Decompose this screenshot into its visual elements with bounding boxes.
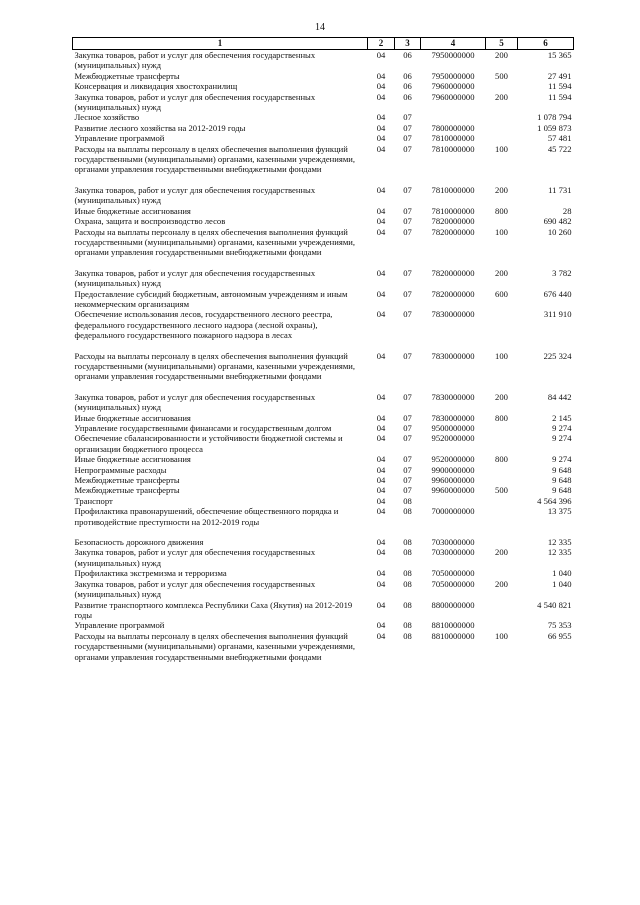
table-row — [73, 579, 574, 600]
table-row — [73, 144, 574, 175]
spacer-cell — [73, 258, 574, 268]
row-target-article: 7820000000 — [431, 288, 475, 299]
row-name: Безопасность дорожного движения — [74, 537, 204, 548]
row-name: Межбюджетные трансферты — [74, 70, 180, 81]
budget-table — [72, 37, 574, 662]
column-header: 4 — [421, 38, 486, 50]
table-row — [73, 631, 574, 662]
column-header: 2 — [368, 38, 395, 50]
row-name: Развитие лесного хозяйства на 2012-2019 годы — [74, 122, 246, 133]
row-subsection: 08 — [403, 506, 412, 517]
row-section: 04 — [376, 412, 386, 423]
row-name: Расходы на выплаты персоналу в целях обеспечения выполнения функций государственными (муниципальными) органами, казенными учреждениями, органами управления государственными внебюджетными фондами — [74, 630, 356, 662]
row-amount: 4 540 821 — [537, 599, 572, 610]
table-row — [73, 485, 574, 495]
row-subsection: 07 — [403, 433, 412, 444]
row-subsection: 08 — [403, 495, 412, 506]
row-name: Непрограммные расходы — [74, 464, 167, 475]
row-name: Закупка товаров, работ и услуг для обеспечения государственных (муниципальных) нужд — [74, 267, 316, 289]
row-expense-type: 100 — [495, 350, 508, 361]
row-expense-type: 800 — [495, 412, 508, 423]
row-expense-type — [486, 433, 518, 454]
table-row — [73, 92, 574, 113]
row-amount: 2 145 — [552, 412, 572, 423]
table-row — [73, 123, 574, 133]
table-row — [73, 50, 574, 71]
row-target-article: 9520000000 — [431, 454, 475, 465]
row-target-article: 7800000000 — [431, 122, 475, 133]
page-number: 14 — [315, 22, 325, 33]
row-amount: 15 365 — [547, 50, 572, 60]
row-target-article: 7810000000 — [431, 184, 475, 195]
row-subsection: 07 — [403, 143, 412, 154]
row-spacer — [73, 382, 574, 392]
column-header: 6 — [518, 38, 574, 50]
row-section: 04 — [376, 454, 386, 465]
table-row — [73, 268, 574, 289]
row-target-article — [421, 112, 486, 122]
row-subsection: 07 — [403, 454, 412, 465]
row-subsection: 07 — [403, 267, 412, 278]
row-amount: 13 375 — [547, 506, 572, 517]
row-name: Расходы на выплаты персоналу в целях обеспечения выполнения функций государственными (муниципальными) органами, казенными учреждениями, органами управления государственными внебюджетными фондами — [74, 143, 356, 175]
row-amount: 11 594 — [548, 81, 572, 92]
column-header: 3 — [395, 38, 421, 50]
row-target-article: 8800000000 — [431, 599, 475, 610]
row-target-article: 9960000000 — [431, 485, 475, 496]
row-target-article: 7810000000 — [431, 205, 475, 216]
row-target-article: 7030000000 — [431, 537, 475, 548]
row-expense-type: 200 — [495, 547, 508, 558]
row-target-article: 7830000000 — [431, 309, 475, 320]
row-target-article: 7050000000 — [431, 568, 475, 579]
row-section: 04 — [376, 495, 386, 506]
row-expense-type: 800 — [495, 205, 508, 216]
row-expense-type — [486, 475, 518, 485]
row-amount: 9 648 — [552, 485, 572, 496]
row-section: 04 — [376, 620, 386, 631]
row-name: Управление государственными финансами и государственным долгом — [74, 423, 332, 433]
row-target-article: 7820000000 — [431, 226, 475, 237]
table-row — [73, 413, 574, 423]
row-amount: 311 910 — [543, 309, 572, 320]
row-expense-type — [486, 506, 518, 527]
table-row — [73, 496, 574, 506]
row-expense-type: 200 — [495, 91, 508, 102]
table-row — [73, 568, 574, 578]
row-expense-type — [486, 423, 518, 433]
row-amount: 676 440 — [543, 288, 572, 299]
row-name: Развитие транспортного комплекса Республики Саха (Якутия) на 2012-2019 годы — [74, 599, 353, 620]
row-section: 04 — [376, 267, 386, 278]
row-spacer — [73, 341, 574, 351]
table-row — [73, 351, 574, 382]
table-body — [73, 50, 574, 662]
row-amount: 3 782 — [552, 267, 572, 278]
row-target-article: 9900000000 — [431, 464, 475, 475]
row-subsection: 07 — [403, 391, 412, 402]
row-target-article: 7000000000 — [431, 506, 475, 517]
row-expense-type — [486, 309, 518, 340]
row-name: Закупка товаров, работ и услуг для обеспечения государственных (муниципальных) нужд — [74, 391, 316, 413]
row-expense-type — [486, 537, 518, 547]
row-name: Межбюджетные трансферты — [74, 485, 180, 496]
table-row — [73, 216, 574, 226]
row-section: 04 — [376, 309, 386, 320]
row-name: Консервация и ликвидация хвостохранилищ — [74, 81, 238, 92]
row-subsection: 06 — [403, 50, 412, 60]
row-subsection: 07 — [403, 288, 412, 299]
row-expense-type: 200 — [495, 184, 508, 195]
row-amount: 66 955 — [547, 630, 572, 641]
row-name: Закупка товаров, работ и услуг для обеспечения государственных (муниципальных) нужд — [74, 50, 316, 71]
row-section: 04 — [376, 143, 386, 154]
row-name: Профилактика правонарушений, обеспечение общественного порядка и противодействие преступности на 2012-2019 годы — [74, 506, 339, 527]
table-row — [73, 465, 574, 475]
row-section: 04 — [376, 81, 386, 92]
row-name: Транспорт — [74, 495, 113, 506]
row-name: Межбюджетные трансферты — [74, 475, 180, 486]
row-expense-type: 200 — [495, 50, 508, 60]
row-subsection: 06 — [403, 81, 412, 92]
row-subsection: 08 — [403, 578, 412, 589]
row-subsection: 07 — [403, 309, 412, 320]
row-expense-type: 500 — [495, 70, 508, 81]
row-name: Закупка товаров, работ и услуг для обеспечения государственных (муниципальных) нужд — [74, 547, 316, 568]
row-subsection: 07 — [403, 464, 412, 475]
row-subsection: 07 — [403, 112, 412, 123]
table-row — [73, 423, 574, 433]
row-section: 04 — [376, 133, 386, 144]
row-expense-type: 100 — [495, 143, 508, 154]
row-section: 04 — [376, 391, 386, 402]
row-amount: 690 482 — [543, 216, 572, 227]
row-section: 04 — [376, 547, 386, 558]
table-row — [73, 133, 574, 143]
table-row — [73, 185, 574, 206]
row-subsection: 06 — [403, 91, 412, 102]
row-target-article: 7830000000 — [431, 412, 475, 423]
row-expense-type: 200 — [495, 267, 508, 278]
row-amount: 225 324 — [543, 350, 572, 361]
row-subsection: 07 — [403, 216, 412, 227]
table-row — [73, 71, 574, 81]
row-target-article: 7830000000 — [431, 391, 475, 402]
row-subsection: 07 — [403, 122, 412, 133]
row-target-article: 7960000000 — [431, 91, 475, 102]
row-target-article: 8810000000 — [431, 620, 475, 631]
row-target-article: 7050000000 — [431, 578, 475, 589]
row-expense-type — [486, 81, 518, 91]
row-subsection: 07 — [403, 184, 412, 195]
row-amount: 57 481 — [547, 133, 572, 144]
row-section: 04 — [376, 350, 386, 361]
row-amount: 45 722 — [547, 143, 572, 154]
row-name: Управление программой — [74, 133, 165, 144]
row-section: 04 — [376, 288, 386, 299]
row-name: Закупка товаров, работ и услуг для обеспечения государственных (муниципальных) нужд — [74, 184, 316, 206]
row-section: 04 — [376, 506, 386, 517]
row-section: 04 — [376, 475, 386, 486]
row-expense-type: 600 — [495, 288, 508, 299]
row-name: Предоставление субсидий бюджетным, автономным учреждениям и иным некоммерческим организациям — [74, 288, 348, 309]
spacer-cell — [73, 382, 574, 392]
row-subsection: 08 — [403, 630, 412, 641]
row-amount: 9 274 — [552, 423, 572, 433]
row-amount: 9 274 — [552, 454, 572, 465]
row-section: 04 — [376, 485, 386, 496]
table-row — [73, 454, 574, 464]
table-row — [73, 227, 574, 258]
row-amount: 75 353 — [547, 620, 572, 631]
row-expense-type: 200 — [495, 578, 508, 589]
row-section: 04 — [376, 599, 386, 610]
table-row — [73, 600, 574, 621]
row-amount: 12 335 — [547, 547, 572, 558]
row-name: Иные бюджетные ассигнования — [74, 412, 191, 423]
row-section: 04 — [376, 91, 386, 102]
row-expense-type: 100 — [495, 630, 508, 641]
row-name: Обеспечение сбалансированности и устойчивости бюджетной системы и организации бюджетного процесса — [74, 433, 343, 454]
table-row — [73, 392, 574, 413]
table-row — [73, 506, 574, 527]
row-amount: 27 491 — [547, 70, 572, 81]
row-section: 04 — [376, 70, 386, 81]
row-section: 04 — [376, 433, 386, 444]
row-section: 04 — [376, 537, 386, 548]
table-row — [73, 620, 574, 630]
row-section: 04 — [376, 630, 386, 641]
row-subsection: 07 — [403, 350, 412, 361]
row-expense-type — [486, 496, 518, 506]
row-amount: 4 564 396 — [537, 495, 572, 506]
row-subsection: 08 — [403, 599, 412, 610]
table-row — [73, 112, 574, 122]
row-amount: 1 040 — [552, 578, 572, 589]
row-section: 04 — [376, 112, 386, 123]
row-section: 04 — [376, 216, 386, 227]
row-target-article: 7950000000 — [431, 70, 475, 81]
row-amount: 28 — [562, 205, 572, 216]
row-subsection: 08 — [403, 547, 412, 558]
row-target-article: 8810000000 — [431, 630, 475, 641]
table-row — [73, 206, 574, 216]
row-target-article: 7960000000 — [431, 81, 475, 92]
table-header-row — [73, 38, 574, 50]
row-subsection: 08 — [403, 537, 412, 548]
row-expense-type — [486, 600, 518, 621]
table-row — [73, 433, 574, 454]
row-subsection: 07 — [403, 412, 412, 423]
row-amount: 10 260 — [547, 226, 572, 237]
row-target-article: 7950000000 — [431, 50, 475, 60]
row-name: Профилактика экстремизма и терроризма — [74, 568, 227, 579]
row-name: Охрана, защита и воспроизводство лесов — [74, 216, 226, 227]
table-row — [73, 537, 574, 547]
row-spacer — [73, 527, 574, 537]
table-row — [73, 547, 574, 568]
row-amount: 9 648 — [552, 475, 572, 486]
row-target-article — [421, 496, 486, 506]
row-section: 04 — [376, 226, 386, 237]
row-name: Расходы на выплаты персоналу в целях обеспечения выполнения функций государственными (муниципальными) органами, казенными учреждениями, органами управления государственными внебюджетными фондами — [74, 226, 356, 258]
row-name: Иные бюджетные ассигнования — [74, 205, 191, 216]
row-section: 04 — [376, 184, 386, 195]
row-target-article: 7030000000 — [431, 547, 475, 558]
row-amount: 84 442 — [547, 391, 572, 402]
row-section: 04 — [376, 464, 386, 475]
row-subsection: 07 — [403, 423, 412, 433]
row-spacer — [73, 258, 574, 268]
row-subsection: 08 — [403, 620, 412, 631]
row-target-article: 9520000000 — [431, 433, 475, 444]
row-subsection: 07 — [403, 485, 412, 496]
row-amount: 11 594 — [548, 91, 572, 102]
row-subsection: 07 — [403, 133, 412, 144]
row-expense-type: 800 — [495, 454, 508, 465]
row-subsection: 07 — [403, 475, 412, 486]
row-name: Обеспечение использования лесов, государственного лесного реестра, федерального государственного лесного надзора (лесной охраны), федерального государственного пожарного надзора в лесах — [74, 309, 333, 341]
table-row — [73, 289, 574, 310]
row-target-article: 7820000000 — [431, 267, 475, 278]
column-header: 1 — [73, 38, 368, 50]
row-subsection: 06 — [403, 70, 412, 81]
row-target-article: 7810000000 — [431, 133, 475, 144]
row-name: Расходы на выплаты персоналу в целях обеспечения выполнения функций государственными (муниципальными) органами, казенными учреждениями, органами управления государственными внебюджетными фондами — [74, 350, 356, 382]
row-section: 04 — [376, 423, 386, 433]
row-amount: 1 040 — [552, 568, 572, 579]
row-name: Иные бюджетные ассигнования — [74, 454, 191, 465]
row-name: Закупка товаров, работ и услуг для обеспечения государственных (муниципальных) нужд — [74, 578, 316, 600]
row-expense-type — [486, 123, 518, 133]
table-row — [73, 475, 574, 485]
row-amount: 12 335 — [547, 537, 572, 548]
row-name: Управление программой — [74, 620, 165, 631]
spacer-cell — [73, 175, 574, 185]
row-name: Закупка товаров, работ и услуг для обеспечения государственных (муниципальных) нужд — [74, 91, 316, 113]
row-name: Лесное хозяйство — [74, 112, 140, 123]
row-target-article: 9500000000 — [431, 423, 475, 433]
row-amount: 9 274 — [552, 433, 572, 444]
row-section: 04 — [376, 50, 386, 60]
table-row — [73, 81, 574, 91]
row-expense-type — [486, 620, 518, 630]
row-target-article: 7830000000 — [431, 350, 475, 361]
row-amount: 9 648 — [552, 464, 572, 475]
row-subsection: 07 — [403, 226, 412, 237]
row-amount: 1 078 794 — [537, 112, 572, 123]
spacer-cell — [73, 341, 574, 351]
row-expense-type — [486, 112, 518, 122]
row-expense-type: 100 — [495, 226, 508, 237]
row-section: 04 — [376, 205, 386, 216]
row-subsection: 07 — [403, 205, 412, 216]
row-subsection: 08 — [403, 568, 412, 579]
row-expense-type — [486, 216, 518, 226]
row-target-article: 7820000000 — [431, 216, 475, 227]
row-section: 04 — [376, 568, 386, 579]
row-target-article: 7810000000 — [431, 143, 475, 154]
table-row — [73, 309, 574, 340]
row-amount: 11 731 — [548, 184, 572, 195]
row-expense-type — [486, 133, 518, 143]
column-header: 5 — [486, 38, 518, 50]
row-expense-type — [486, 568, 518, 578]
row-target-article: 9960000000 — [431, 475, 475, 486]
row-expense-type: 200 — [495, 391, 508, 402]
row-expense-type — [486, 465, 518, 475]
row-amount: 1 059 873 — [537, 122, 572, 133]
spacer-cell — [73, 527, 574, 537]
row-section: 04 — [376, 122, 386, 133]
row-expense-type: 500 — [495, 485, 508, 496]
row-spacer — [73, 175, 574, 185]
row-section: 04 — [376, 578, 386, 589]
